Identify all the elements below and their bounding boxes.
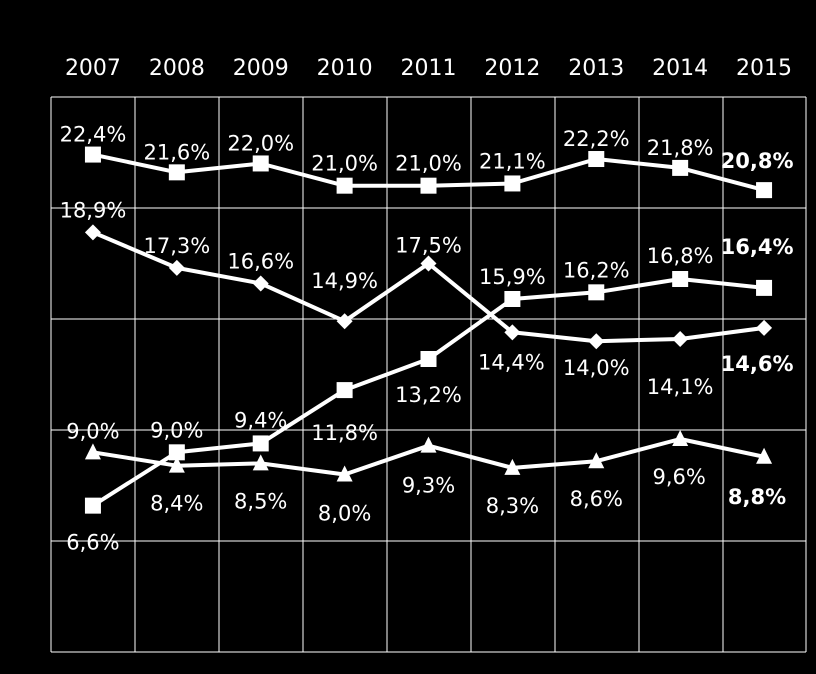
data-point-marker [253, 275, 269, 291]
data-point-marker [588, 151, 604, 167]
data-label: 20,8% [720, 149, 794, 174]
data-point-marker [588, 333, 604, 349]
data-point-marker [756, 280, 772, 296]
x-tick-label: 2008 [148, 56, 205, 81]
data-label: 21,6% [143, 140, 211, 165]
data-label: 21,0% [395, 151, 462, 176]
data-label: 14,0% [562, 356, 630, 381]
data-point-marker [253, 435, 269, 451]
data-label: 21,1% [479, 149, 546, 174]
data-label: 8,0% [317, 501, 372, 526]
data-label: 8,6% [569, 487, 623, 512]
data-label: 9,6% [652, 464, 706, 489]
x-tick-label: 2009 [232, 56, 289, 81]
data-point-marker [85, 147, 101, 163]
data-point-marker [85, 498, 101, 514]
data-point-marker [169, 260, 185, 276]
data-point-marker [253, 155, 269, 171]
data-point-marker [421, 178, 437, 194]
data-label: 22,0% [227, 131, 295, 156]
data-label: 13,2% [395, 382, 462, 407]
x-axis-tick-labels [65, 56, 792, 81]
data-label: 8,8% [727, 484, 787, 509]
data-point-marker [504, 175, 520, 191]
data-point-marker [421, 351, 437, 367]
data-point-marker [337, 178, 353, 194]
data-label: 14,4% [478, 350, 545, 375]
data-label: 11,8% [311, 421, 378, 446]
x-tick-label: 2011 [400, 56, 457, 81]
x-tick-label: 2010 [316, 56, 373, 81]
data-label: 16,6% [227, 249, 295, 274]
data-point-marker [672, 331, 688, 347]
data-point-marker [588, 284, 604, 300]
data-point-marker [421, 437, 437, 453]
data-label: 22,4% [59, 122, 127, 147]
data-label: 14,6% [720, 351, 794, 376]
data-label: 9,4% [234, 408, 288, 433]
data-label: 16,2% [562, 258, 630, 283]
x-tick-label: 2015 [736, 56, 793, 81]
series-layer [85, 147, 772, 514]
data-label: 21,0% [311, 151, 378, 176]
data-point-marker [672, 430, 688, 446]
data-label: 21,8% [646, 135, 714, 160]
data-label: 8,3% [485, 493, 540, 518]
x-tick-label: 2014 [652, 56, 709, 81]
data-label: 15,9% [479, 265, 546, 290]
data-label: 16,8% [646, 244, 714, 269]
data-point-marker [169, 164, 185, 180]
data-point-marker [85, 224, 101, 240]
data-label: 16,4% [720, 234, 794, 259]
x-tick-label: 2013 [568, 56, 625, 81]
data-label: 9,0% [66, 419, 120, 444]
data-point-marker [337, 382, 353, 398]
data-label: 14,9% [311, 269, 378, 294]
x-tick-label: 2007 [64, 56, 121, 81]
data-label: 9,3% [401, 473, 456, 498]
data-label: 18,9% [59, 198, 127, 223]
data-point-marker [756, 182, 772, 198]
data-label: 22,2% [562, 127, 630, 152]
data-label: 14,1% [646, 374, 714, 399]
data-point-marker [672, 160, 688, 176]
data-label: 17,5% [395, 233, 462, 258]
data-point-marker [756, 320, 772, 336]
data-label: 9,0% [150, 418, 204, 443]
x-tick-label: 2012 [484, 56, 541, 81]
data-point-marker [672, 271, 688, 287]
data-label: 17,3% [143, 233, 211, 258]
data-point-marker [504, 291, 520, 307]
data-label: 8,4% [150, 491, 204, 516]
data-label: 6,6% [66, 530, 120, 555]
data-label: 8,5% [234, 489, 288, 514]
